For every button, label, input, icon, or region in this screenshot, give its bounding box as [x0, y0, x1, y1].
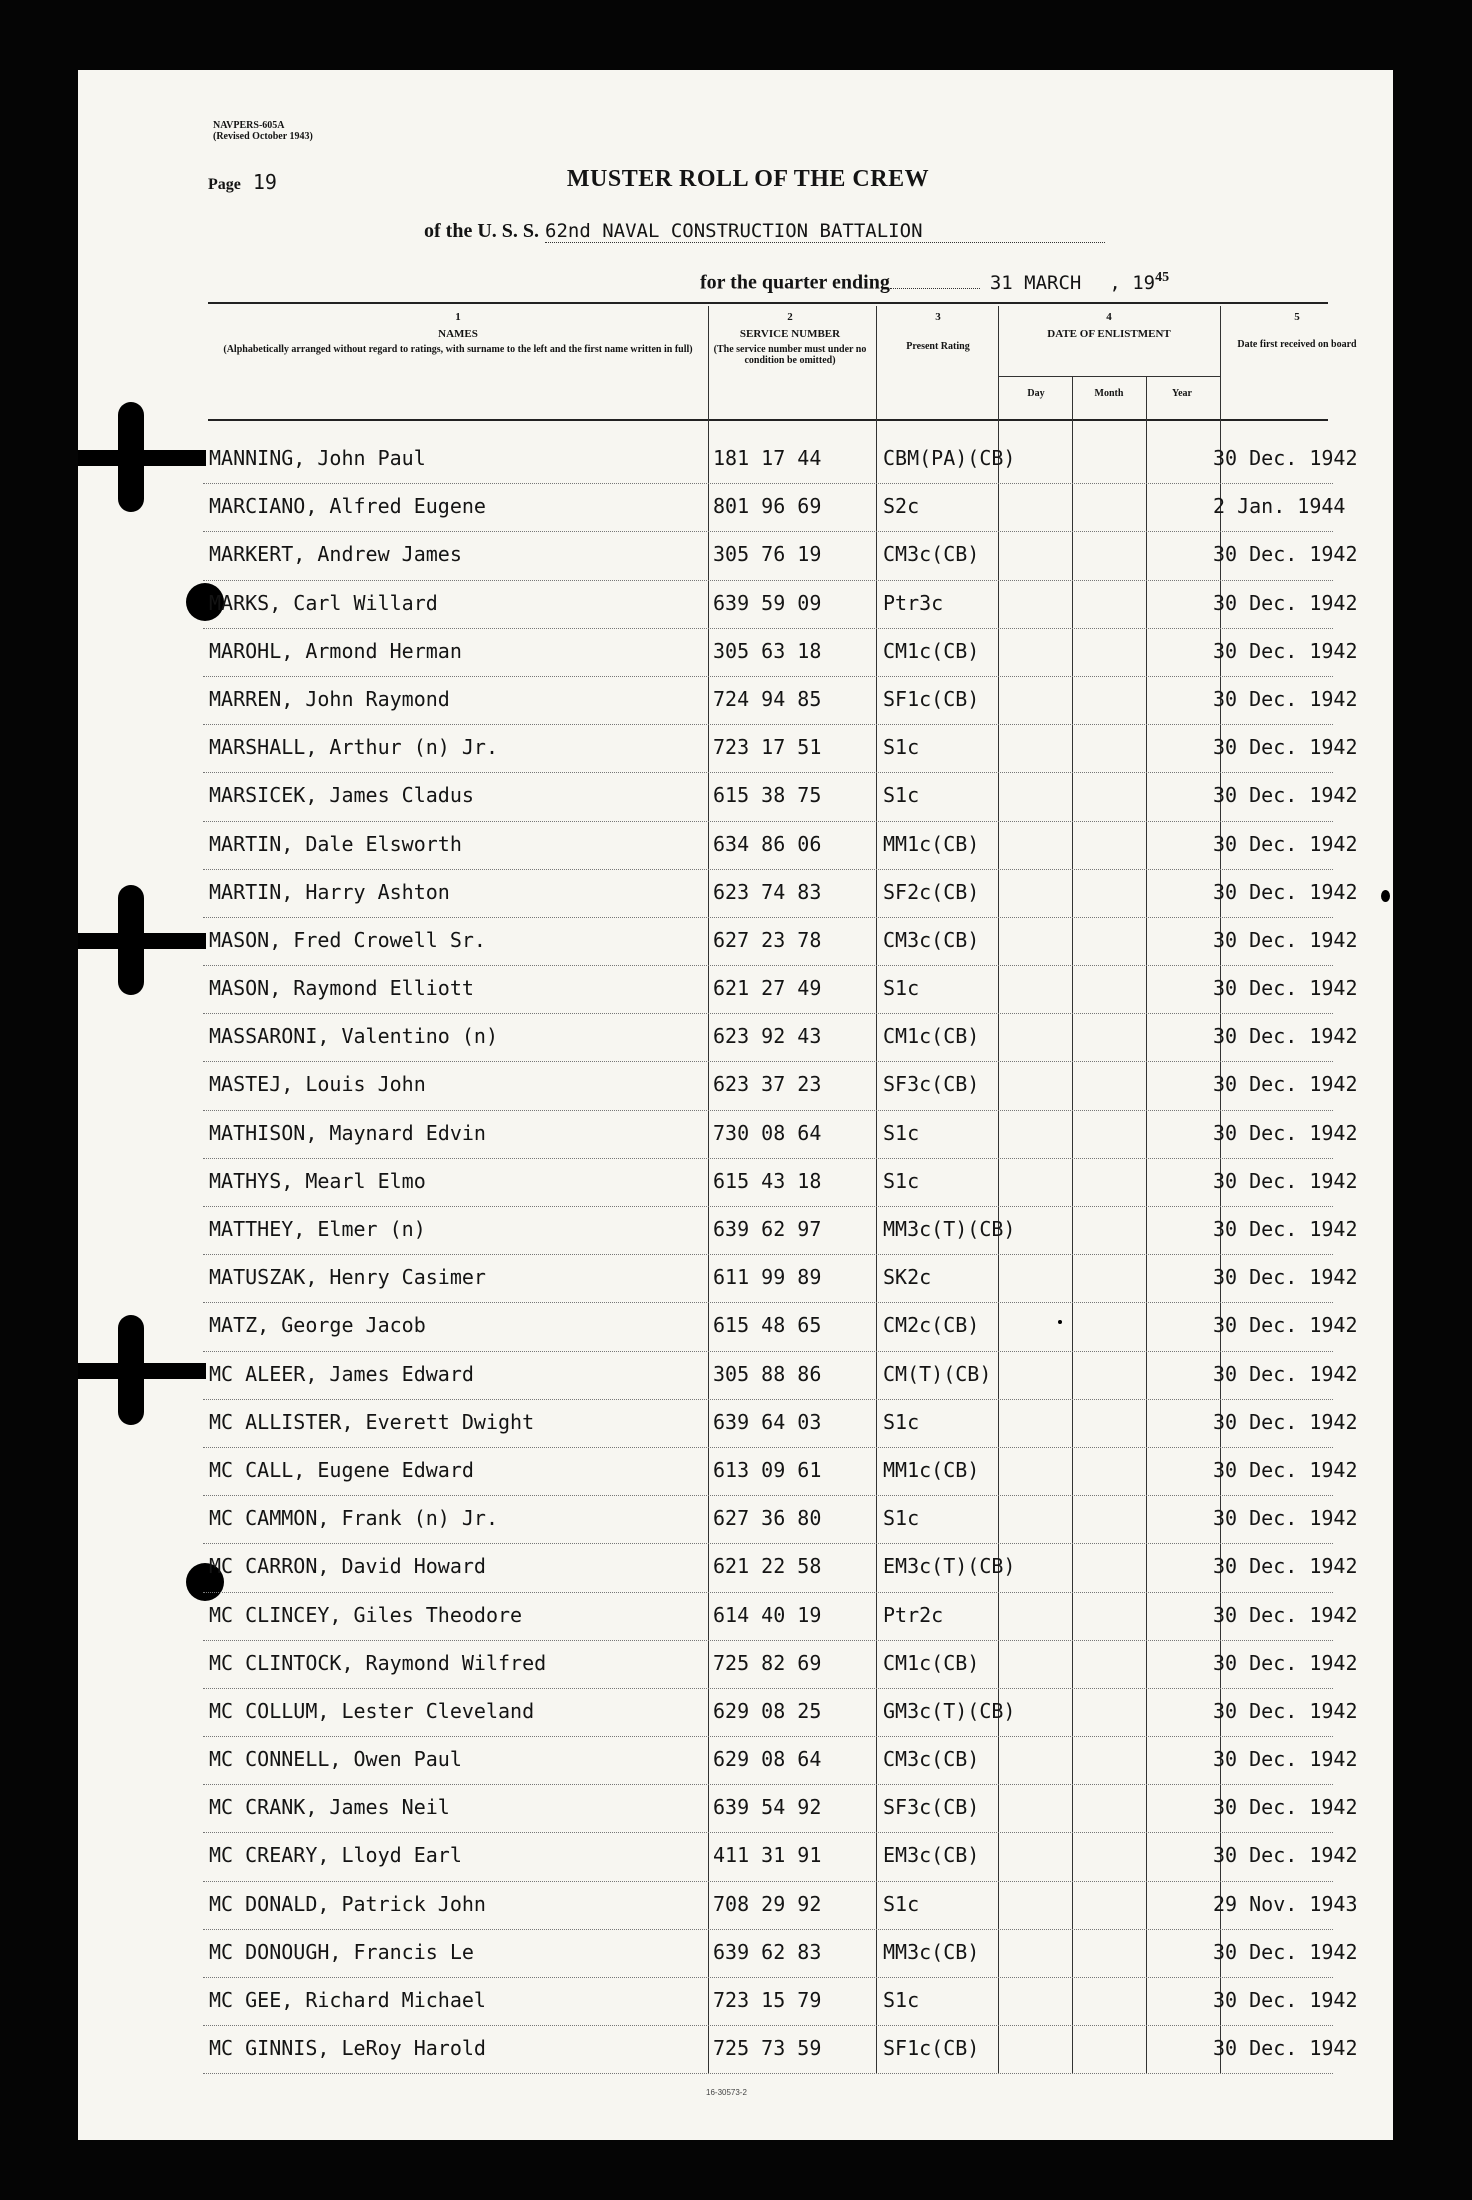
- cell-service-number: 725 82 69: [713, 1650, 822, 1675]
- cell-date-received: 30 Dec. 1942: [1213, 1650, 1358, 1675]
- cell-date-received: 30 Dec. 1942: [1213, 1072, 1358, 1097]
- cell-service-number: 623 74 83: [713, 879, 822, 904]
- cell-name: MARCIANO, Alfred Eugene: [209, 494, 486, 519]
- table-row: [203, 1785, 1358, 1833]
- ink-speck: [1058, 1320, 1062, 1324]
- quarter-date: 31 MARCH: [989, 271, 1082, 294]
- cell-rating: MM1c(CB): [883, 1457, 980, 1482]
- ink-speck: [1381, 890, 1390, 902]
- cell-rating: Ptr2c: [883, 1602, 944, 1627]
- cell-service-number: 305 63 18: [713, 638, 822, 663]
- cell-name: MC CAMMON, Frank (n) Jr.: [209, 1506, 498, 1531]
- column-number: 4: [1106, 311, 1112, 323]
- quarter-label: for the quarter ending: [700, 271, 890, 294]
- cell-rating: Ptr3c: [883, 590, 944, 615]
- cell-name: MC GEE, Richard Michael: [209, 1988, 486, 2012]
- cell-name: MASTEJ, Louis John: [209, 1072, 426, 1097]
- cell-date-received: 30 Dec. 1942: [1213, 735, 1358, 760]
- cell-service-number: 615 43 18: [713, 1168, 822, 1193]
- column-note: (Alphabetically arranged without regard to ratings, with surname to the left and the first name written in full): [223, 344, 693, 355]
- cell-service-number: 181 17 44: [713, 446, 822, 470]
- page-number-field: [208, 170, 277, 194]
- table-row: [203, 1352, 1358, 1400]
- column-head-names: [213, 312, 703, 355]
- cell-date-received: 30 Dec. 1942: [1213, 2036, 1358, 2061]
- cell-name: MC CRANK, James Neil: [209, 1795, 450, 1820]
- cell-rating: CM3c(CB): [883, 1747, 980, 1772]
- table-row: [203, 629, 1358, 677]
- cell-date-received: 30 Dec. 1942: [1213, 1698, 1358, 1723]
- table-row: [203, 966, 1358, 1014]
- cell-rating: S1c: [883, 1988, 920, 2012]
- cell-service-number: 615 48 65: [713, 1313, 822, 1338]
- cell-rating: CM1c(CB): [883, 638, 980, 663]
- cell-service-number: 621 27 49: [713, 976, 822, 1001]
- cell-rating: CM3c(CB): [883, 542, 980, 567]
- cell-service-number: 639 62 97: [713, 1217, 822, 1241]
- cell-service-number: 611 99 89: [713, 1265, 822, 1290]
- column-head-rating: [878, 312, 998, 352]
- column-number: 3: [935, 311, 941, 323]
- cell-name: MC ALLISTER, Everett Dwight: [209, 1409, 535, 1434]
- quarter-year-prefix: , 19: [1109, 271, 1156, 294]
- table-row: [203, 2026, 1358, 2074]
- table-row: [203, 1882, 1358, 1930]
- cell-name: MC CREARY, Lloyd Earl: [209, 1843, 462, 1868]
- column-title: DATE OF ENLISTMENT: [1047, 328, 1171, 340]
- column-head-enlist-day: Day: [1027, 388, 1045, 399]
- cell-rating: CBM(PA)(CB): [883, 446, 1016, 470]
- table-row: [203, 1448, 1358, 1496]
- cell-date-received: 2 Jan. 1944: [1213, 494, 1346, 519]
- cell-date-received: 30 Dec. 1942: [1213, 976, 1358, 1001]
- table-row: [203, 1400, 1358, 1448]
- cell-rating: SK2c: [883, 1265, 932, 1290]
- cell-rating: EM3c(CB): [883, 1843, 980, 1868]
- quarter-year: 45: [1155, 270, 1170, 285]
- table-row: [203, 1544, 1358, 1592]
- cell-rating: CM3c(CB): [883, 927, 980, 952]
- cell-name: MANNING, John Paul: [209, 446, 426, 470]
- cell-name: MARSHALL, Arthur (n) Jr.: [209, 735, 498, 760]
- cell-date-received: 30 Dec. 1942: [1213, 446, 1358, 470]
- cell-service-number: 411 31 91: [713, 1843, 822, 1868]
- table-row: [203, 1111, 1358, 1159]
- table-row: [203, 1978, 1358, 2026]
- roster-rows: [203, 436, 1358, 2074]
- binder-tab-mark: [78, 450, 206, 466]
- cell-service-number: 639 54 92: [713, 1795, 822, 1820]
- cell-rating: S1c: [883, 1168, 920, 1193]
- form-revision: (Revised October 1943): [213, 131, 313, 142]
- cell-service-number: 724 94 85: [713, 686, 822, 711]
- cell-rating: S1c: [883, 1506, 920, 1531]
- footer-print-code: 16-30573-2: [706, 2088, 747, 2097]
- cell-name: MC GINNIS, LeRoy Harold: [209, 2036, 486, 2061]
- cell-service-number: 629 08 25: [713, 1698, 822, 1723]
- column-title: SERVICE NUMBER: [739, 328, 841, 340]
- table-row: [203, 1930, 1358, 1978]
- cell-rating: S1c: [883, 1120, 920, 1145]
- cell-service-number: 614 40 19: [713, 1602, 822, 1627]
- cell-date-received: 30 Dec. 1942: [1213, 1988, 1358, 2012]
- grid-line: [998, 376, 1220, 377]
- table-row: [203, 1737, 1358, 1785]
- cell-rating: S1c: [883, 735, 920, 760]
- table-row: [203, 918, 1358, 966]
- cell-name: MATUSZAK, Henry Casimer: [209, 1265, 486, 1290]
- cell-rating: CM1c(CB): [883, 1650, 980, 1675]
- column-title: NAMES: [438, 328, 478, 340]
- cell-service-number: 723 17 51: [713, 735, 822, 760]
- cell-date-received: 30 Dec. 1942: [1213, 686, 1358, 711]
- cell-date-received: 30 Dec. 1942: [1213, 590, 1358, 615]
- cell-name: MAROHL, Armond Herman: [209, 638, 462, 663]
- table-row: [203, 484, 1346, 532]
- page-number: 19: [252, 170, 277, 194]
- cell-date-received: 30 Dec. 1942: [1213, 1795, 1358, 1820]
- ship-name: 62nd NAVAL CONSTRUCTION BATTALION: [545, 220, 1105, 243]
- cell-date-received: 30 Dec. 1942: [1213, 1265, 1358, 1290]
- table-row: [203, 725, 1358, 773]
- cell-date-received: 29 Nov. 1943: [1213, 1891, 1358, 1916]
- cell-name: MATHYS, Mearl Elmo: [209, 1168, 426, 1193]
- cell-date-received: 30 Dec. 1942: [1213, 1168, 1358, 1193]
- cell-rating: S1c: [883, 976, 920, 1001]
- cell-rating: CM1c(CB): [883, 1024, 980, 1049]
- cell-rating: SF2c(CB): [883, 879, 980, 904]
- cell-service-number: 634 86 06: [713, 831, 822, 856]
- cell-service-number: 305 76 19: [713, 542, 822, 567]
- cell-date-received: 30 Dec. 1942: [1213, 831, 1358, 856]
- cell-name: MARSICEK, James Cladus: [209, 783, 474, 808]
- cell-date-received: 30 Dec. 1942: [1213, 1409, 1358, 1434]
- table-row: [203, 532, 1358, 580]
- cell-rating: S1c: [883, 783, 920, 808]
- table-row: [203, 1641, 1358, 1689]
- cell-service-number: 730 08 64: [713, 1120, 822, 1145]
- binder-tab-mark: [78, 1363, 206, 1379]
- table-row: [203, 870, 1358, 918]
- cell-service-number: 613 09 61: [713, 1457, 822, 1482]
- form-number-code: NAVPERS-605A: [213, 120, 285, 131]
- table-row: [203, 1496, 1358, 1544]
- table-row: [203, 1207, 1358, 1255]
- muster-roll-page: [78, 70, 1393, 2140]
- cell-name: MC DONALD, Patrick John: [209, 1891, 486, 1916]
- form-number: [213, 120, 313, 142]
- cell-name: MASSARONI, Valentino (n): [209, 1024, 498, 1049]
- cell-date-received: 30 Dec. 1942: [1213, 1217, 1358, 1241]
- column-head-service: [710, 312, 870, 366]
- cell-rating: S1c: [883, 1409, 920, 1434]
- ship-label: of the U. S. S.: [424, 220, 540, 242]
- table-row: [203, 1303, 1358, 1351]
- cell-date-received: 30 Dec. 1942: [1213, 1120, 1358, 1145]
- ship-field: [424, 220, 1105, 243]
- cell-service-number: 615 38 75: [713, 783, 822, 808]
- cell-name: MARREN, John Raymond: [209, 686, 450, 711]
- cell-date-received: 30 Dec. 1942: [1213, 1747, 1358, 1772]
- cell-name: MC CARRON, David Howard: [209, 1554, 486, 1579]
- cell-service-number: 627 23 78: [713, 927, 822, 952]
- quarter-field: [700, 270, 1169, 295]
- cell-name: MATHISON, Maynard Edvin: [209, 1120, 486, 1145]
- cell-date-received: 30 Dec. 1942: [1213, 542, 1358, 567]
- cell-name: MC DONOUGH, Francis Le: [209, 1939, 474, 1964]
- cell-name: MATTHEY, Elmer (n): [209, 1217, 426, 1241]
- table-row: [203, 1689, 1358, 1737]
- table-row: [203, 677, 1358, 725]
- cell-rating: EM3c(T)(CB): [883, 1554, 1016, 1579]
- cell-name: MASON, Raymond Elliott: [209, 976, 474, 1001]
- cell-rating: MM3c(T)(CB): [883, 1217, 1016, 1241]
- table-row: [203, 436, 1358, 484]
- cell-date-received: 30 Dec. 1942: [1213, 1843, 1358, 1868]
- cell-date-received: 30 Dec. 1942: [1213, 1602, 1358, 1627]
- page-title: MUSTER ROLL OF THE CREW: [566, 166, 930, 192]
- cell-service-number: 629 08 64: [713, 1747, 822, 1772]
- table-row: [203, 581, 1358, 629]
- cell-rating: S2c: [883, 494, 920, 519]
- table-row: [203, 773, 1358, 821]
- table-row: [203, 1159, 1358, 1207]
- cell-date-received: 30 Dec. 1942: [1213, 1554, 1358, 1579]
- cell-date-received: 30 Dec. 1942: [1213, 783, 1358, 808]
- cell-date-received: 30 Dec. 1942: [1213, 1313, 1358, 1338]
- cell-name: MARTIN, Harry Ashton: [209, 879, 450, 904]
- cell-service-number: 621 22 58: [713, 1554, 822, 1579]
- column-head-received: [1222, 312, 1372, 350]
- cell-rating: SF3c(CB): [883, 1795, 980, 1820]
- cell-rating: S1c: [883, 1891, 920, 1916]
- cell-date-received: 30 Dec. 1942: [1213, 638, 1358, 663]
- column-head-enlist-year: Year: [1172, 388, 1192, 399]
- cell-name: MC CLINTOCK, Raymond Wilfred: [209, 1650, 547, 1675]
- cell-rating: GM3c(T)(CB): [883, 1698, 1016, 1723]
- cell-date-received: 30 Dec. 1942: [1213, 1457, 1358, 1482]
- table-row: [203, 1255, 1358, 1303]
- column-head-enlist-month: Month: [1094, 388, 1124, 399]
- cell-rating: MM3c(CB): [883, 1939, 980, 1964]
- cell-name: MC CONNELL, Owen Paul: [209, 1747, 462, 1772]
- cell-rating: CM(T)(CB): [883, 1361, 992, 1386]
- binder-tab-mark: [78, 933, 206, 949]
- cell-name: MARKS, Carl Willard: [209, 590, 438, 615]
- column-head-enlistment: [1000, 312, 1218, 344]
- cell-service-number: 623 92 43: [713, 1024, 822, 1049]
- table-row: [203, 1062, 1358, 1110]
- table-row: [203, 1014, 1358, 1062]
- cell-service-number: 627 36 80: [713, 1506, 822, 1531]
- column-number: 5: [1294, 311, 1300, 323]
- cell-name: MASON, Fred Crowell Sr.: [209, 927, 486, 952]
- cell-date-received: 30 Dec. 1942: [1213, 927, 1358, 952]
- cell-name: MC COLLUM, Lester Cleveland: [209, 1698, 535, 1723]
- cell-rating: SF1c(CB): [883, 686, 980, 711]
- cell-name: MC ALEER, James Edward: [209, 1361, 474, 1386]
- cell-service-number: 723 15 79: [713, 1988, 822, 2012]
- cell-service-number: 725 73 59: [713, 2036, 822, 2061]
- cell-service-number: 305 88 86: [713, 1361, 822, 1386]
- cell-date-received: 30 Dec. 1942: [1213, 1361, 1358, 1386]
- cell-service-number: 623 37 23: [713, 1072, 822, 1097]
- cell-name: MC CALL, Eugene Edward: [209, 1457, 474, 1482]
- table-row: [203, 1593, 1358, 1641]
- cell-date-received: 30 Dec. 1942: [1213, 1939, 1358, 1964]
- column-title: Date first received on board: [1237, 339, 1357, 350]
- cell-name: MC CLINCEY, Giles Theodore: [209, 1602, 523, 1627]
- cell-date-received: 30 Dec. 1942: [1213, 879, 1358, 904]
- column-title: Present Rating: [906, 341, 970, 352]
- table-row: [203, 822, 1358, 870]
- cell-rating: SF3c(CB): [883, 1072, 980, 1097]
- cell-rating: SF1c(CB): [883, 2036, 980, 2061]
- cell-name: MARKERT, Andrew James: [209, 542, 462, 567]
- cell-rating: MM1c(CB): [883, 831, 980, 856]
- page-label: Page: [208, 176, 241, 193]
- cell-name: MATZ, George Jacob: [209, 1313, 426, 1338]
- table-row: [203, 1833, 1358, 1881]
- cell-rating: CM2c(CB): [883, 1313, 980, 1338]
- cell-name: MARTIN, Dale Elsworth: [209, 831, 462, 856]
- cell-service-number: 639 64 03: [713, 1409, 822, 1434]
- column-number: 1: [455, 311, 461, 323]
- cell-service-number: 639 59 09: [713, 590, 822, 615]
- cell-date-received: 30 Dec. 1942: [1213, 1506, 1358, 1531]
- cell-service-number: 801 96 69: [713, 494, 822, 519]
- cell-service-number: 639 62 83: [713, 1939, 822, 1964]
- header-bottom-rule: [208, 419, 1328, 421]
- cell-service-number: 708 29 92: [713, 1891, 822, 1916]
- column-note: (The service number must under no condition be omitted): [713, 344, 867, 366]
- column-number: 2: [787, 311, 793, 323]
- header-top-rule: [208, 302, 1328, 304]
- cell-date-received: 30 Dec. 1942: [1213, 1024, 1358, 1049]
